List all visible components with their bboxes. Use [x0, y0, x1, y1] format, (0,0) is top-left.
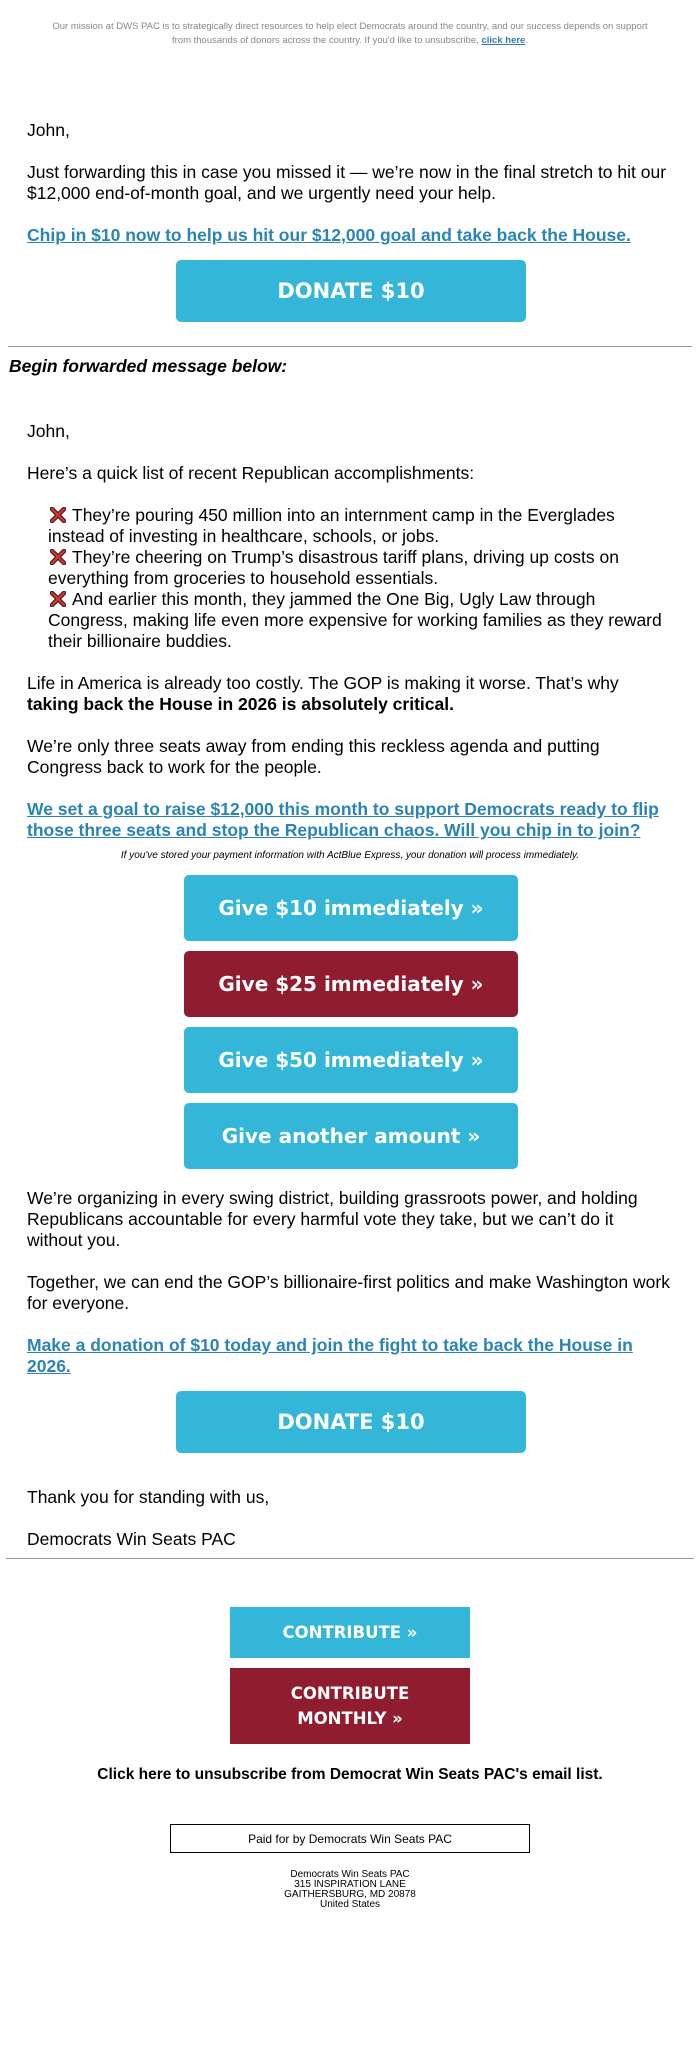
actblue-note: If you've stored your payment information with ActBlue Express, your donation will process immediately. — [120, 850, 580, 861]
red-x-icon — [50, 549, 66, 565]
red-x-icon — [50, 507, 66, 523]
unsubscribe-top-link[interactable]: click here — [481, 35, 526, 46]
give-buttons — [0, 875, 700, 1169]
closing-section — [0, 1188, 700, 1377]
goal-link[interactable]: We set a goal to raise $12,000 this month to support Democrats ready to flip those three seats and stop the Republican chaos. Will you chip in to join? — [27, 799, 659, 840]
accomplishments-list — [0, 505, 700, 652]
accomplishment-text: And earlier this month, they jammed the One Big, Ugly Law through Congress, making life even more expensive for working families as they reward their billionaire buddies. — [48, 589, 662, 651]
contribute-monthly-button[interactable] — [230, 1668, 470, 1744]
organizing-paragraph: We’re organizing in every swing district, building grassroots power, and holding Republicans accountable for every harmful vote they take, but we can’t do it without you. — [27, 1188, 638, 1250]
footer-divider — [6, 1558, 694, 1559]
mission-text: Our mission at DWS PAC is to strategically direct resources to help elect Democrats around the country, and our success depends on support from thousands of donors across the country. If you'd like to unsubscribe, — [52, 21, 648, 46]
donate-button-bottom[interactable]: DONATE $10 — [176, 1391, 526, 1453]
list-item — [48, 589, 670, 652]
list-item — [48, 547, 670, 589]
costly-paragraph — [27, 673, 673, 715]
divider — [8, 346, 692, 347]
contribute-button[interactable]: CONTRIBUTE » — [230, 1607, 470, 1658]
mission-notice — [50, 20, 650, 48]
address-line: Democrats Win Seats PAC — [290, 1869, 410, 1880]
give-50-button[interactable]: Give $50 immediately » — [184, 1027, 518, 1093]
mailing-address — [0, 1870, 700, 1910]
forwarded-heading: Begin forwarded message below: — [9, 356, 288, 376]
red-x-icon — [50, 591, 66, 607]
give-25-button[interactable]: Give $25 immediately » — [184, 951, 518, 1017]
contribute-monthly-label-1: CONTRIBUTE — [290, 1684, 410, 1703]
signoff-section — [0, 1487, 700, 1550]
address-line: United States — [319, 1899, 381, 1910]
list-intro: Here’s a quick list of recent Republican accomplishments: — [27, 463, 475, 483]
together-paragraph: Together, we can end the GOP’s billionaire-first politics and make Washington work for everyone. — [27, 1272, 670, 1313]
forwarded-section — [0, 421, 700, 484]
intro-cta-link[interactable]: Chip in $10 now to help us hit our $12,000 goal and take back the House. — [27, 225, 631, 245]
donate-button-top[interactable]: DONATE $10 — [176, 260, 526, 322]
unsubscribe-link[interactable]: Click here to unsubscribe from Democrat Win Seats PAC's email list. — [97, 1766, 603, 1783]
seats-paragraph: We’re only three seats away from ending this reckless agenda and putting Congress back to work for the people. — [27, 736, 600, 777]
body-section — [0, 673, 700, 841]
give-other-button[interactable]: Give another amount » — [184, 1103, 518, 1169]
intro-paragraph: Just forwarding this in case you missed it — we’re now in the final stretch to hit our $12,000 end-of-month goal, and we urgently need your help. — [27, 162, 667, 203]
give-10-button[interactable]: Give $10 immediately » — [184, 875, 518, 941]
list-item — [48, 505, 670, 547]
donation-link[interactable]: Make a donation of $10 today and join the fight to take back the House in 2026. — [27, 1335, 633, 1376]
costly-emphasis: taking back the House in 2026 is absolutely critical. — [27, 694, 454, 714]
accomplishment-text: They’re cheering on Trump’s disastrous tariff plans, driving up costs on everything from groceries to household essentials. — [48, 547, 619, 588]
mission-suffix: . — [525, 35, 528, 46]
intro-greeting: John, — [27, 120, 70, 140]
signature: Democrats Win Seats PAC — [27, 1529, 236, 1549]
intro-section — [0, 120, 700, 246]
costly-text: Life in America is already too costly. The GOP is making it worse. That’s why — [27, 673, 619, 693]
accomplishment-text: They’re pouring 450 million into an internment camp in the Everglades instead of investing in healthcare, schools, or jobs. — [48, 505, 615, 546]
address-line: GAITHERSBURG, MD 20878 — [284, 1889, 416, 1900]
forwarded-greeting: John, — [27, 421, 70, 441]
contribute-monthly-label-2: MONTHLY » — [297, 1709, 403, 1728]
address-line: 315 INSPIRATION LANE — [294, 1879, 406, 1890]
paid-for-box: Paid for by Democrats Win Seats PAC — [170, 1824, 530, 1853]
closing-line: Thank you for standing with us, — [27, 1487, 270, 1507]
